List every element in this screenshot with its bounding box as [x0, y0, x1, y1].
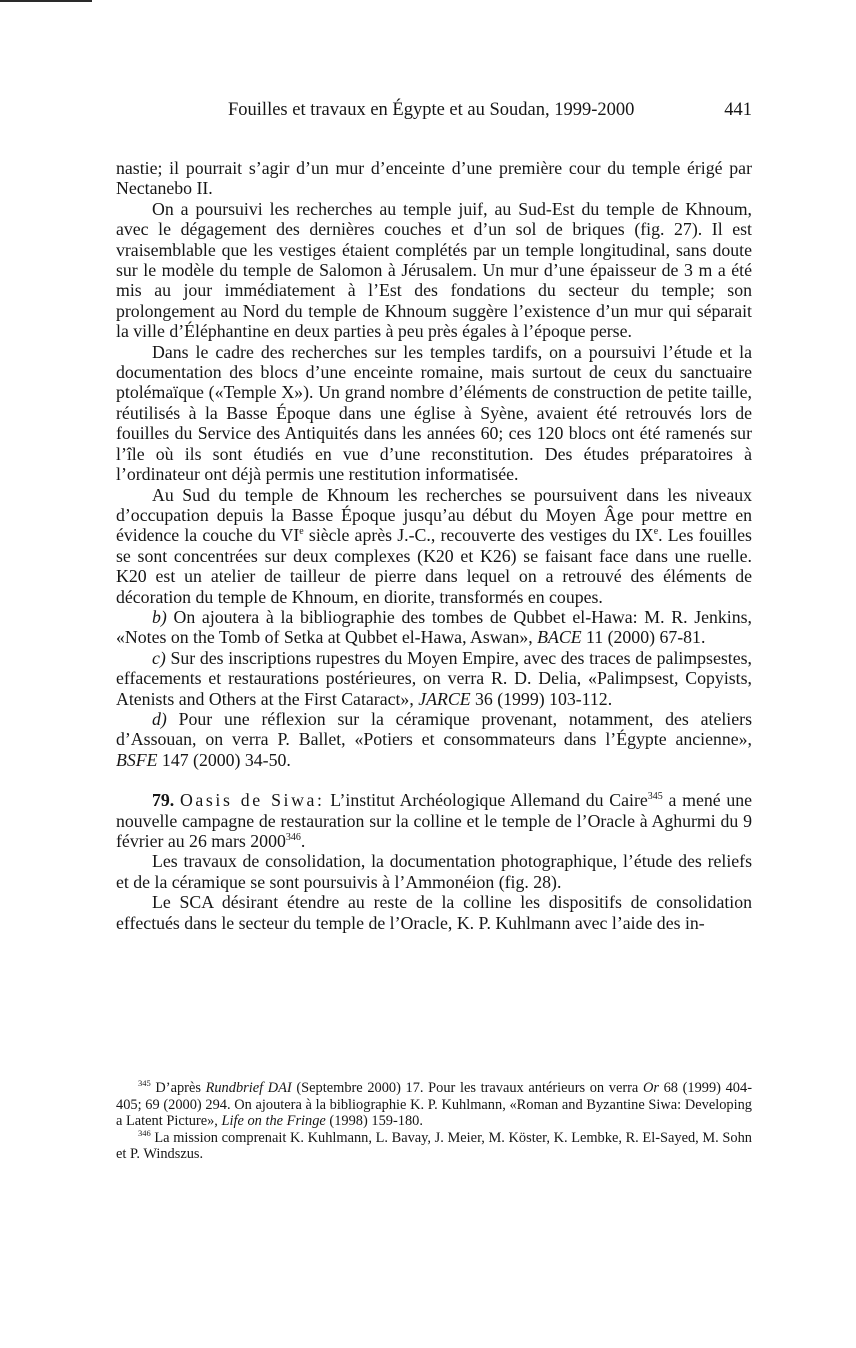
footnote-345: $^{345}$ D’après Rundbrief DAI (Septembre 2000) 17. Pour les travaux antérieurs on verra Or 68 (1999) 404-405; 69 (2000) 294. On ajoutera à la bibliographie K. P. Kuhlmann, «Roman and Byzantine Siwa: Developing a Latent Picture», Life on the Fringe (1998) 159-180. [116, 1078, 752, 1130]
superscript: e [299, 526, 304, 538]
footnote-ref: 345 [647, 791, 663, 803]
section-79-intro: 79. Oasis de Siwa: L’institut Archéologique Allemand du Caire$^{345}$ a mené une nouvelle campagne de restauration sur la colline et le temple de l’Oracle à Aghurmi du 9 février au 26 mars 2000$^{346}$. [116, 790, 752, 851]
paragraph: Au Sud du temple de Khnoum les recherches se poursuivent dans les niveaux d’occupation depuis la Basse Époque jusqu’au début du Moyen Âge pour mettre en évidence la couche du VIe siècle après J.-C., recouverte des vestiges du IXe. Les fouilles se sont concentrées sur deux complexes (K20 et K26) se faisant face dans une ruelle. K20 est un atelier de tailleur de pierre dans lequel on a retrouvé des éléments de décoration du temple de Khnoum, en diorite, transformés en coupes. [116, 484, 752, 607]
footnotes [116, 1080, 752, 1163]
paragraph: Les travaux de consolidation, la documentation photographique, l’étude des reliefs et de la céramique se sont poursuivis à l’Ammonéion (fig. 28). [116, 851, 752, 892]
paragraph: Dans le cadre des recherches sur les temples tardifs, on a poursuivi l’étude et la documentation des blocs d’une enceinte romaine, mais surtout de ceux du sanctuaire ptolémaïque («Temple X»). Un grand nombre d’éléments de construction de petite taille, réutilisés à la Basse Époque dans une église à Syène, avaient été retrouvés lors de fouilles du Service des Antiquités dans les années 60; ces 120 blocs ont été ramenés sur l’île où ils sont étudiés en vue d’une reconstitution. Des études préparatoires à l’ordinateur ont déjà permis une restitution informatisée. [116, 341, 752, 485]
superscript: e [653, 526, 659, 538]
footnote-ref: 346 [285, 832, 301, 844]
paragraph: On a poursuivi les recherches au temple juif, au Sud-Est du temple de Khnoum, avec le dégagement des dernières couches et d’un sol de briques (fig. 27). Il est vraisemblable que les vestiges étaient complétés par un temple longitudinal, sans doute sur le modèle du temple de Salomon à Jérusalem. Un mur d’une épaisseur de 3 m a été mis au jour immédiatement à l’Est des fondations du secteur du temple; son prolongement au Nord du temple de Khnoum suggère l’existence d’un mur qui séparait la ville d’Éléphantine en deux parties à peu près égales à l’époque perse. [116, 198, 752, 342]
page-number: 441 [724, 100, 752, 120]
note-c: c) Sur des inscriptions rupestres du Moyen Empire, avec des traces de palimpsestes, effacements et restaurations postérieures, on verra R. D. Delia, «Palimpsest, Copyists, Atenists and Others at the First Cataract», JARCE 36 (1999) 103-112. [116, 647, 752, 709]
top-rule [0, 0, 92, 2]
note-b: b) On ajoutera à la bibliographie des tombes de Qubbet el-Hawa: M. R. Jenkins, «Notes on the Tomb of Setka at Qubbet el-Hawa, Aswan», BACE 11 (2000) 67-81. [116, 606, 752, 648]
page-header [116, 100, 752, 126]
paragraph: Le SCA désirant étendre au reste de la colline les dispositifs de consolidation effectués dans le secteur du temple de l’Oracle, K. P. Kuhlmann avec l’aide des in- [116, 892, 752, 933]
section-number: 79. [152, 790, 175, 811]
footnote-346: $^{346}$ La mission comprenait K. Kuhlmann, L. Bavay, J. Meier, M. Köster, K. Lembke, R. El-Sayed, M. Sohn et P. Windszus. [116, 1127, 752, 1163]
section-heading: Oasis de Siwa: [179, 790, 325, 811]
paragraph: nastie; il pourrait s’agir d’un mur d’enceinte d’une première cour du temple érigé par Nectanebo II. [116, 158, 752, 199]
note-d: d) Pour une réflexion sur la céramique provenant, notamment, des ateliers d’Assouan, on verra P. Ballet, «Potiers et consommateurs dans l’Égypte ancienne», BSFE 147 (2000) 34-50. [116, 708, 752, 770]
running-title: Fouilles et travaux en Égypte et au Soudan, 1999-2000 [228, 100, 635, 120]
main-text [116, 158, 752, 933]
